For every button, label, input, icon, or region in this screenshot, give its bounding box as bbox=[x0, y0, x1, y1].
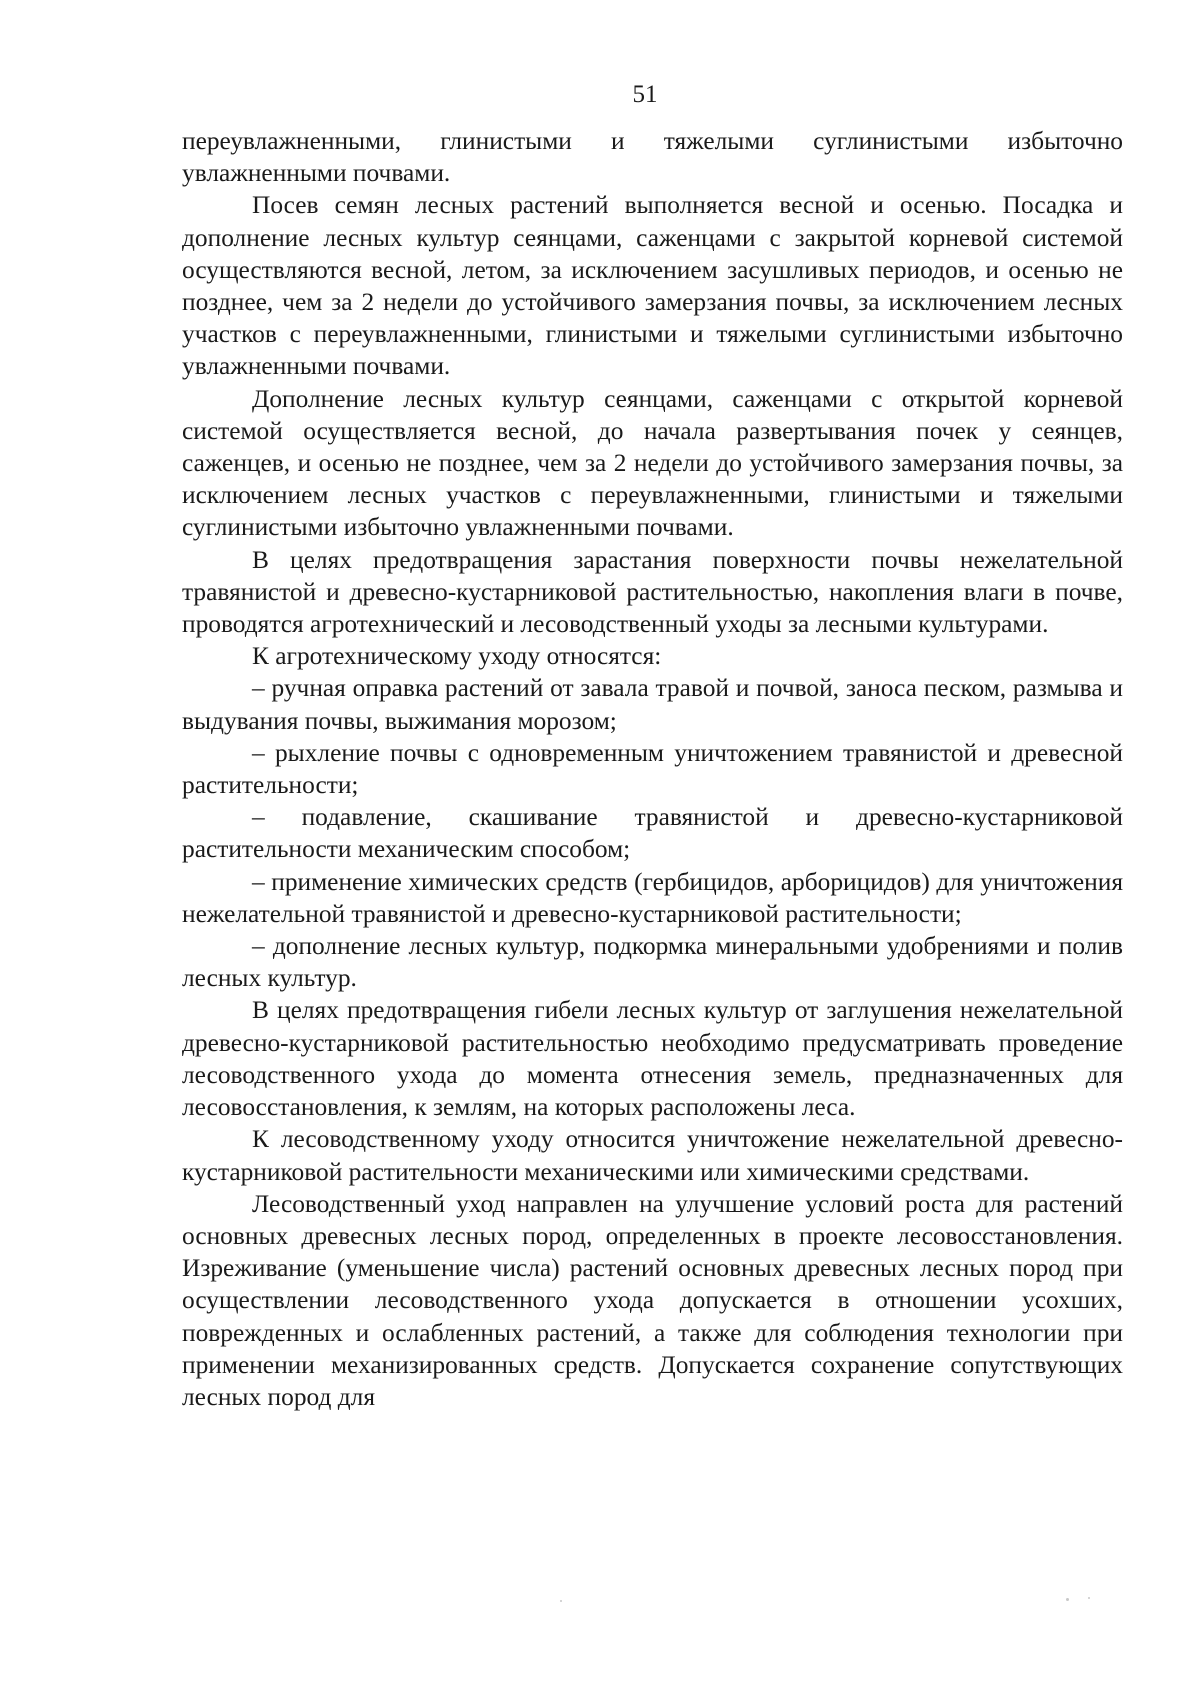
paragraph: Посев семян лесных растений выполняется весной и осенью. Посадка и дополнение лесных культур сеянцами, саженцами с закрытой корневой системой осуществляются весной, летом, за исключением засушливых периодов, и осенью не позднее, чем за 2 недели до устойчивого замерзания почвы, за исключением лесных участков с переувлажненными, глинистыми и тяжелыми суглинистыми избыточно увлажненными почвами. bbox=[182, 191, 1123, 381]
paragraph: В целях предотвращения зарастания поверхности почвы нежелательной травянистой и древесно-кустарниковой растительностью, накопления влаги в почве, проводятся агротехнический и лесоводственный уходы за лесными культурами. bbox=[182, 545, 1123, 639]
list-item: – применение химических средств (гербицидов, арборицидов) для уничтожения нежелательной травянистой и древесно-кустарниковой растительности; bbox=[182, 867, 1123, 928]
paragraph: К лесоводственному уходу относится уничтожение нежелательной древесно-кустарниковой растительности механическими или химическими средствами. bbox=[182, 1125, 1123, 1186]
list-item: – дополнение лесных культур, подкормка минеральными удобрениями и полив лесных культур. bbox=[182, 932, 1123, 993]
paragraph: Лесоводственный уход направлен на улучшение условий роста для растений основных древесных лесных пород, определенных в проекте лесовосстановления. Изреживание (уменьшение числа) растений основных древесных лесных пород при осуществлении лесоводственного ухода допускается в отношении усохших, поврежденных и ослабленных растений, а также для соблюдения технологии при применении механизированных средств. Допускается сохранение сопутствующих лесных пород для bbox=[182, 1189, 1123, 1411]
scan-speck bbox=[560, 1600, 562, 1602]
list-item: – подавление, скашивание травянистой и древесно-кустарниковой растительности механическим способом; bbox=[182, 803, 1123, 864]
paragraph: Дополнение лесных культур сеянцами, саженцами с открытой корневой системой осуществляется весной, до начала развертывания почек у сеянцев, саженцев, и осенью не позднее, чем за 2 недели до устойчивого замерзания почвы, за исключением лесных участков с переувлажненными, глинистыми и тяжелыми суглинистыми избыточно увлажненными почвами. bbox=[182, 384, 1123, 542]
scan-speck bbox=[1066, 1598, 1069, 1601]
scan-speck bbox=[1088, 1597, 1090, 1599]
paragraph: переувлажненными, глинистыми и тяжелыми суглинистыми избыточно увлажненными почвами. bbox=[182, 127, 1123, 188]
document-body bbox=[182, 125, 1123, 1413]
paragraph: К агротехническому уходу относятся: bbox=[252, 642, 662, 671]
list-item: – ручная оправка растений от завала травой и почвой, заноса песком, размыва и выдувания почвы, выжимания морозом; bbox=[182, 674, 1123, 735]
page-number: 51 bbox=[632, 81, 658, 108]
paragraph: В целях предотвращения гибели лесных культур от заглушения нежелательной древесно-кустарниковой растительностью необходимо предусматривать проведение лесоводственного ухода до момента отнесения земель, предназначенных для лесовосстановления, к землям, на которых расположены леса. bbox=[182, 996, 1123, 1122]
list-item: – рыхление почвы с одновременным уничтожением травянистой и древесной растительности; bbox=[182, 738, 1123, 800]
